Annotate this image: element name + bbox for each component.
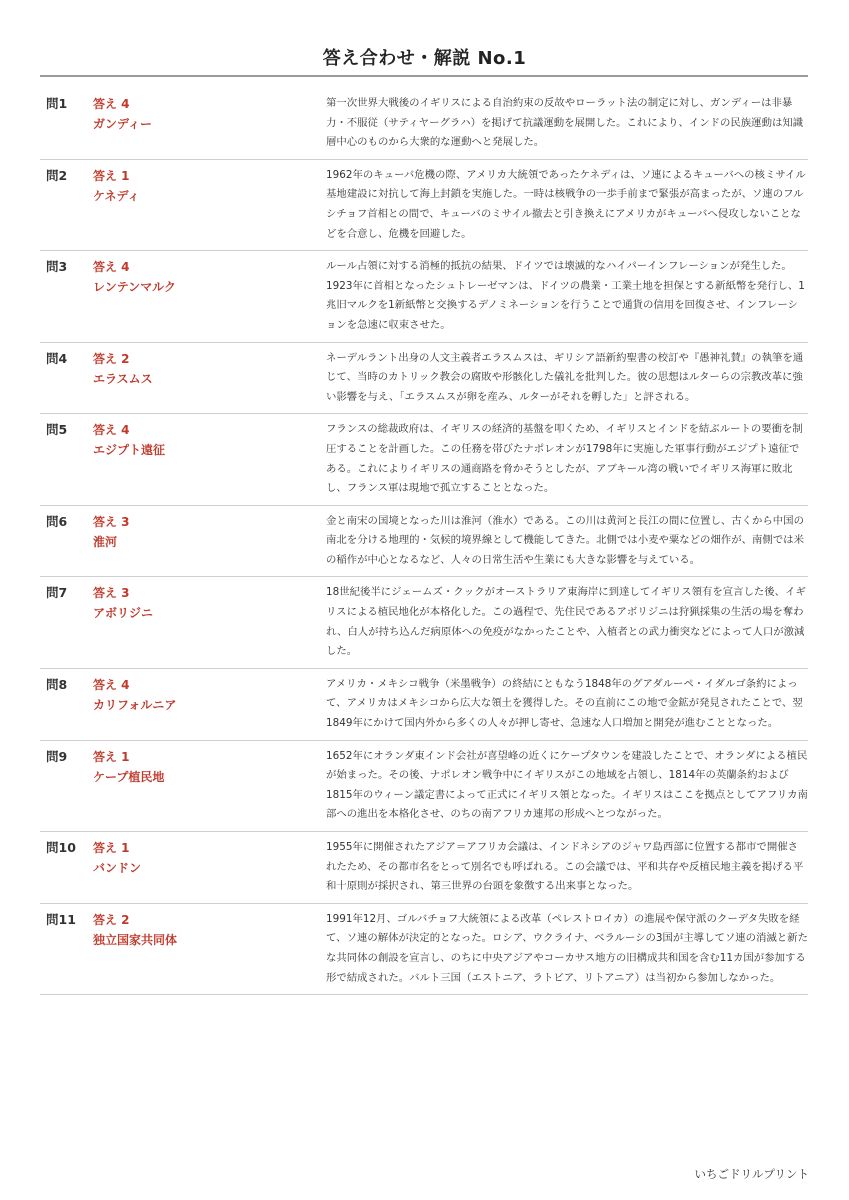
answer-row-5 <box>40 414 808 505</box>
answer-choice: 答え 2 <box>93 351 130 366</box>
answer-cell <box>93 577 326 667</box>
answer-term: カリフォルニア <box>93 697 177 712</box>
answer-cell <box>93 160 326 250</box>
question-number: 問7 <box>46 585 68 601</box>
answer-choice: 答え 4 <box>93 260 130 275</box>
explanation-text: 第一次世界大戦後のイギリスによる自治約束の反故やローラット法の制定に対し、ガンディーは非暴力・不服従（サティヤーグラハ）を掲げて抗議運動を展開した。これにより、インドの民族運動は知識層中心のものから大衆的な運動へと発展した。 <box>326 97 804 149</box>
answer-term: バンドン <box>93 861 142 875</box>
explanation-text: フランスの総裁政府は、イギリスの経済的基盤を叩くため、イギリスとインドを結ぶルートの要衝を制圧することを計画した。この任務を帯びたナポレオンが1798年に実施した軍事行動がエジプト遠征である。これによりイギリスの通商路を脅かそうとしたが、アブキール湾の戦いでイギリス海軍に敗北し、フランス軍は現地で孤立することとなった。 <box>326 423 803 495</box>
answer-cell <box>93 904 326 994</box>
question-number: 問3 <box>46 259 68 275</box>
answer-cell <box>93 88 326 159</box>
explanation-text: ルール占領に対する消極的抵抗の結果、ドイツでは壊滅的なハイパーインフレーションが発生した。1923年に首相となったシュトレーゼマンは、ドイツの農業・工業土地を担保とする新紙幣を発行し、1兆旧マルクを1新紙幣と交換するデノミネーションを行うことで通貨の信用を回復させ、インフレーションを急速に収束させた。 <box>326 260 805 331</box>
answer-cell <box>93 669 326 740</box>
answer-choice: 答え 1 <box>93 841 130 855</box>
answer-choice: 答え 2 <box>93 912 130 927</box>
answer-cell <box>93 741 326 831</box>
answer-table <box>40 88 808 995</box>
answer-choice: 答え 3 <box>93 514 130 529</box>
answer-choice: 答え 4 <box>93 423 130 438</box>
explanation-text: 1962年のキューバ危機の際、アメリカ大統領であったケネディは、ソ連によるキューバへの核ミサイル基地建設に対抗して海上封鎖を実施した。一時は核戦争の一歩手前まで緊張が高まったが、ソ連のフルシチョフ首相との間で、キューバのミサイル撤去と引き換えにアメリカがキューバへ侵攻しないことなどを合意し、危機を回避した。 <box>326 168 806 240</box>
answer-row-10 <box>40 832 808 904</box>
answer-term: 独立国家共同体 <box>93 932 178 947</box>
answer-term: エジプト遠征 <box>93 443 166 458</box>
answer-cell <box>93 832 326 903</box>
page-title: 答え合わせ・解説 No.1 <box>322 48 527 69</box>
answer-cell <box>93 414 326 504</box>
answer-choice: 答え 3 <box>93 586 130 601</box>
question-number: 問1 <box>46 96 68 111</box>
answer-row-4 <box>40 343 808 415</box>
question-number: 問10 <box>46 840 76 855</box>
question-number: 問6 <box>46 513 68 529</box>
explanation-text: 1991年12月、ゴルバチョフ大統領による改革（ペレストロイカ）の進展や保守派のクーデタ失敗を経て、ソ連の解体が決定的となった。ロシア、ウクライナ、ベラルーシの3国が主導してソ連の消滅と新たな共同体の創設を宣言し、のちに中央アジアやコーカサス地方の旧構成共和国を含む11カ国が参加する形で結成された。バルト三国（エストニア、ラトビア、リトアニア）は当初から参加しなかった。 <box>326 912 808 984</box>
explanation-text: 18世紀後半にジェームズ・クックがオーストラリア東海岸に到達してイギリス領有を宣言した後、イギリスによる植民地化が本格化した。この過程で、先住民であるアボリジニは狩猟採集の生活の場を奪われ、白人が持ち込んだ病原体への免疫がなかったことや、入植者との武力衝突などによって人口が激減した。 <box>326 586 806 658</box>
answer-cell <box>93 506 326 577</box>
question-number: 問9 <box>46 748 68 764</box>
answer-term: レンテンマルク <box>93 280 176 295</box>
question-number: 問11 <box>46 911 76 927</box>
answer-choice: 答え 4 <box>93 97 130 111</box>
explanation-text: アメリカ・メキシコ戦争（米墨戦争）の終結にともなう1848年のグアダルーペ・イダルゴ条約によって、アメリカはメキシコから広大な領土を獲得した。その直前にこの地で金鉱が発見されたことで、翌1849年にかけて国内外から多くの人々が押し寄せ、急速な人口増加と開発が進むこととなった。 <box>326 677 803 730</box>
answer-row-11 <box>40 904 808 995</box>
answer-row-1 <box>40 88 808 160</box>
explanation-text: 金と南宋の国境となった川は淮河（淮水）である。この川は黄河と長江の間に位置し、古くから中国の南北を分ける地理的・気候的境界線として機能してきた。北側では小麦や粟などの畑作が、南側では米の稲作が中心となるなど、人々の日常生活や生業にも大きな影響を与えている。 <box>326 514 804 566</box>
answer-term: エラスムス <box>93 371 153 386</box>
question-number: 問8 <box>46 676 68 692</box>
answer-term: ケネディ <box>93 188 140 203</box>
footer-brand: いちごドリルプリント <box>694 1167 809 1181</box>
answer-row-8 <box>40 669 808 741</box>
answer-row-6 <box>40 506 808 578</box>
answer-term: アボリジニ <box>93 606 154 621</box>
answer-choice: 答え 1 <box>93 168 130 183</box>
answer-row-7 <box>40 577 808 668</box>
answer-cell <box>93 343 326 414</box>
answer-row-9 <box>40 741 808 832</box>
answer-choice: 答え 1 <box>93 749 130 764</box>
answer-row-2 <box>40 160 808 251</box>
explanation-text: 1652年にオランダ東インド会社が喜望峰の近くにケープタウンを建設したことで、オランダによる植民が始まった。その後、ナポレオン戦争中にイギリスがこの地域を占領し、1814年の英蘭条約および1815年のウィーン議定書によって正式にイギリス領となった。イギリスはここを拠点としてアフリカ南部への進出を本格化させ、のちの南アフリカ連邦の形成へとつながった。 <box>326 749 808 821</box>
answer-row-3 <box>40 251 808 342</box>
answer-choice: 答え 4 <box>93 677 130 692</box>
explanation-text: ネーデルラント出身の人文主義者エラスムスは、ギリシア語新約聖書の校訂や『愚神礼賛』の執筆を通じて、当時のカトリック教会の腐敗や形骸化した儀礼を批判した。彼の思想はルターらの宗教改革に強い影響を与え、「エラスムスが卵を産み、ルターがそれを孵した」と評される。 <box>326 351 804 403</box>
question-number: 問5 <box>46 422 68 438</box>
answer-term: ガンディー <box>93 117 153 131</box>
answer-term: 淮河 <box>93 534 118 549</box>
question-number: 問4 <box>46 350 68 366</box>
title-divider <box>40 75 808 77</box>
question-number: 問2 <box>46 167 68 183</box>
answer-term: ケープ植民地 <box>93 769 165 784</box>
answer-cell <box>93 251 326 341</box>
explanation-text: 1955年に開催されたアジア＝アフリカ会議は、インドネシアのジャワ島西部に位置する都市で開催されたため、その都市名をとって別名でも呼ばれる。この会議では、平和共存や反植民地主義を掲げる平和十原則が採択され、第三世界の台頭を象徴する出来事となった。 <box>326 841 804 893</box>
